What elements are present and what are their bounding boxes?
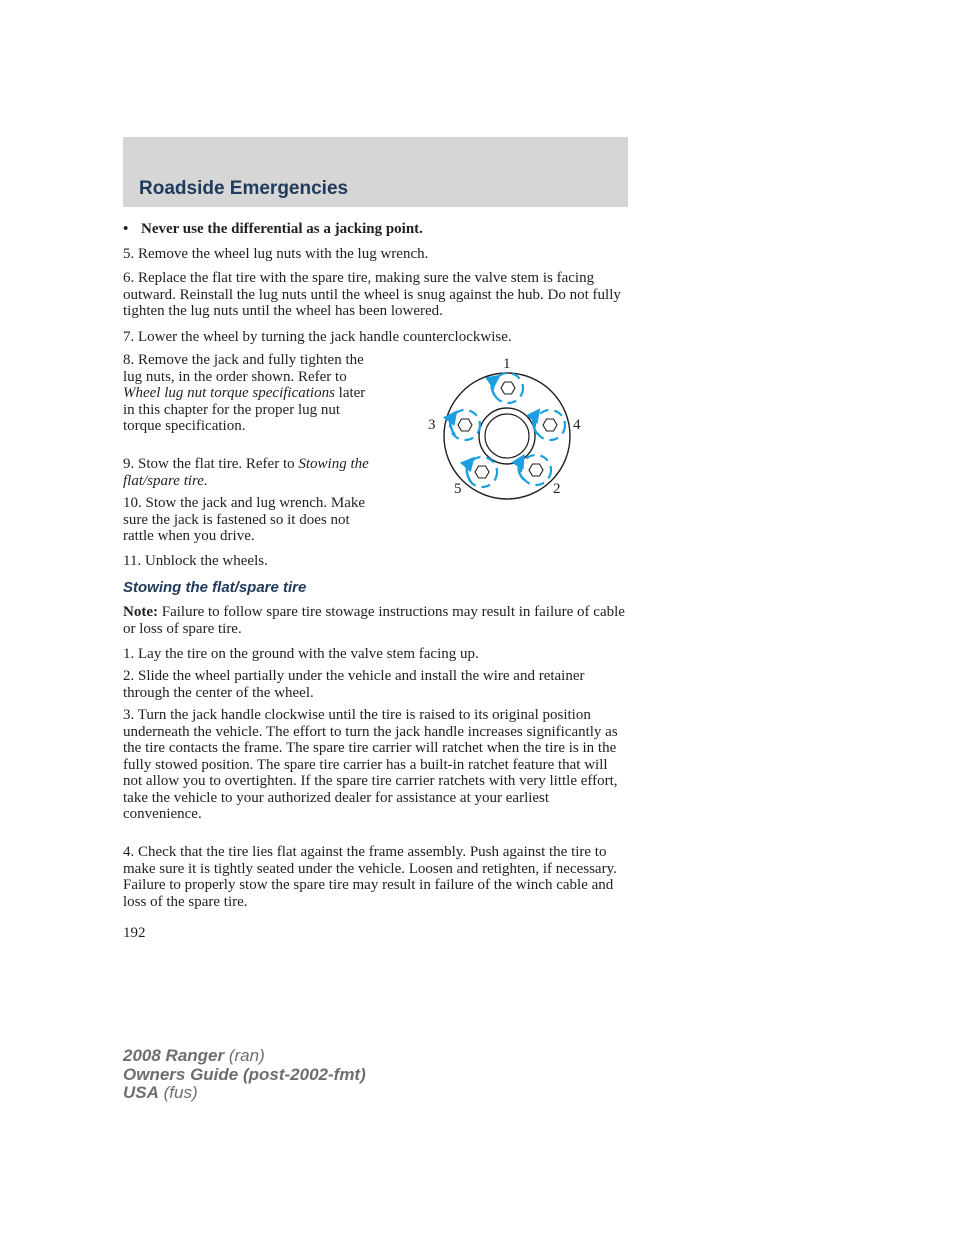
stow-step-4: 4. Check that the tire lies flat against the frame assembly. Push against the tire to make sure it is tightly seated under the vehicle. Loosen and retighten, if necessary. Failure to properly stow the spare tire may result in failure of the winch cable and loss of the spare tire.	[123, 844, 617, 910]
step-5: 5. Remove the wheel lug nuts with the lug wrench.	[123, 246, 429, 262]
bullet-dot: •	[123, 221, 129, 237]
step-10: 10. Stow the jack and lug wrench. Make sure the jack is fastened so it does not rattle when you drive.	[123, 495, 366, 544]
step-8-text-b: later in this chapter for the proper lug nut torque specification.	[123, 385, 366, 434]
note	[123, 604, 628, 637]
lug-nut-5	[467, 457, 497, 487]
lug-nut-3	[450, 410, 480, 440]
footer	[123, 1047, 366, 1103]
hub-outer-ring	[479, 408, 535, 464]
step-9	[123, 456, 378, 489]
step-8-text-a: 8. Remove the jack and fully tighten the lug nuts, in the order shown. Refer to	[123, 352, 364, 385]
label-2: 2	[553, 481, 561, 497]
step-7: 7. Lower the wheel by turning the jack handle counterclockwise.	[123, 329, 512, 345]
page-number: 192	[123, 925, 146, 941]
bullet-text: Never use the differential as a jacking point.	[141, 221, 423, 237]
footer-line-3: USA (fus)	[123, 1083, 198, 1102]
hub-inner-ring	[485, 414, 529, 458]
label-1: 1	[503, 356, 511, 372]
bullet-warning	[123, 221, 628, 238]
stow-step-2: 2. Slide the wheel partially under the vehicle and install the wire and retainer through the center of the wheel.	[123, 668, 585, 701]
footer-line-2: Owners Guide (post-2002-fmt)	[123, 1064, 366, 1084]
torque-spec-reference: Wheel lug nut torque specifications	[123, 385, 335, 401]
label-5: 5	[454, 481, 462, 497]
note-text: Failure to follow spare tire stowage instructions may result in failure of cable or loss of spare tire.	[123, 604, 625, 637]
footer-line-1: 2008 Ranger (ran)	[123, 1046, 265, 1065]
lug-nut-order-diagram	[420, 352, 590, 502]
rotation-arrow	[535, 410, 565, 440]
lug-nut-1	[492, 373, 524, 403]
stow-step-3: 3. Turn the jack handle clockwise until the tire is raised to its original position underneath the vehicle. The effort to turn the jack handle increases significantly as the tire contacts the frame. The spare tire carrier will ratchet when the tire is in the fully stowed position. The spare tire carrier has a built-in ratchet feature that will not allow you to overtighten. If the spare tire carrier ratchets with very little effort, take the vehicle to your authorized dealer for assistance at your earliest convenience.	[123, 707, 618, 822]
section-title: Roadside Emergencies	[139, 178, 349, 199]
step-6: 6. Replace the flat tire with the spare tire, making sure the valve stem is facing outward. Reinstall the lug nuts until the wheel is snug against the hub. Do not fully tighten the lug nuts until the wheel has been lowered.	[123, 270, 621, 319]
stow-step-1: 1. Lay the tire on the ground with the valve stem facing up.	[123, 646, 479, 662]
label-4: 4	[573, 417, 581, 433]
label-3: 3	[428, 417, 436, 433]
rotation-arrow	[450, 410, 480, 440]
step-11: 11. Unblock the wheels.	[123, 553, 268, 569]
lug-nut-4	[533, 410, 565, 440]
step-8	[123, 352, 378, 435]
rotation-arrow	[467, 457, 497, 487]
stowing-reference: Stowing the flat/spare tire.	[123, 456, 369, 489]
subheading-stowing: Stowing the flat/spare tire	[123, 579, 307, 596]
step-9-text: 9. Stow the flat tire. Refer to	[123, 456, 299, 472]
wheel-outline	[444, 373, 570, 499]
note-label: Note:	[123, 604, 158, 620]
rotation-arrow	[521, 455, 551, 485]
rotation-arrow	[493, 373, 523, 403]
